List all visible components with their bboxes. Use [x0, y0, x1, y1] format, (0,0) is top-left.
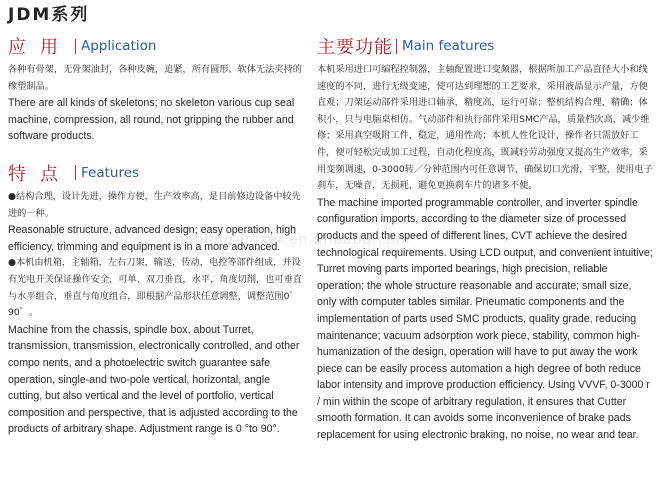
feature-item-2-en: Machine from the chassis, spindle box, about Turret, transmission, transmission, electronically controlled, and other compo nents, and a photoelectric switch guarantee safe operation, single-and two-pole vertical, horizontal, angle cutting, but also vertical and the level of portfolio, vertical composition and perspective, that is adjusted according to the products of arbitrary shape. Adjustment range is 0 °to 90°.: [8, 323, 300, 436]
application-heading: [8, 34, 304, 58]
feature-item-1: [8, 189, 304, 255]
features-heading: [8, 161, 304, 185]
main-features-heading-cn: 主要功能: [317, 37, 393, 58]
main-features-heading: [317, 34, 653, 58]
application-text-en: There are all kinds of skeletons; no skeleton various cup seal machine, compression, all round, not gripping the rubber and software products.: [8, 97, 295, 143]
heading-divider: [396, 39, 397, 54]
main-features-text-en: The machine imported programmable controller, and inverter spindle configuration imports, according to the diameter size of processed products and the speed of different lines, CVT achieve the desired technological requirements. Using LCD output, and convenient intuitive; Turret moving parts imported bearings, high precision, reliable operation; the whole structure reasonable and accurate; small size, only with computer tables similar. Pneumatic components and the implementation of parts used SMC products, quality grade, reducing maintenance; vacuum adsorption work piece, stability, common high-humanization of the design, operation will have to put away the work piece can be easily process automation a high degree of both reduce labor intensity and improve production efficiency. Using VVVF, 0-3000 r / min within the scope of arbitrary regulation, it ensures that Cutter smooth formation. It can avoids some inconvenience of brake pads replacement for using electronic braking, no noise, no wear and tear.: [317, 196, 653, 442]
watermark: nanjing-mixer.en.alibaba.com: [175, 232, 411, 248]
page-title: JDM系列: [8, 5, 90, 25]
main-features-heading-en: Main features: [402, 38, 495, 54]
main-features-text-cn: 本机采用进口可编程控制器，主轴配置进口变频器，根据所加工产品直径大小和线速度的不同，进行无级变速，使可达到理想的工艺要求，采用液晶显示产量，方便直观；刀架运动部件采用进口轴承，精度高，运行可靠；整机结构合理，精确；体积小，只与电脑桌相仿。气动部件和执行部件采用SMC产品，质量档次高，减少维修；采用真空吸附工件，稳定，通用性高；本机人性化设计，操作者只需放好工件，便可轻松完成加工过程，自动化程度高，既减轻劳动强度又提高生产效率，采用变频调速，0-3000转／分钟范围内可任意调节，确保切口光滑，平整，使用电子刹车，无噪音，无损耗，避免更换刹车片的诸多不便。: [317, 64, 653, 192]
application-text-cn: 各种有骨架，无骨架油封，各种皮碗，追紧，所有圆形、软体无法夹持的橡塑制品。: [8, 64, 302, 92]
feature-item-2-cn: ●本机由机箱，主轴箱，左右刀架，输送，传动，电控等部件组成，并设有光电开关保证操作安全，可单、双刀垂直，水平，角度切削，也可垂直与水平组合，垂直与角度组合，即根据产品形状任意调整，调整范围0゜90゜。: [8, 257, 302, 319]
application-heading-cn: 应用: [8, 37, 72, 58]
feature-item-1-en: Reasonable structure, advanced design; easy operation, high efficiency, trimming and equipment is in a more advanced.: [8, 224, 296, 253]
features-heading-cn: 特点: [8, 163, 72, 185]
feature-item-1-cn: ●结构合理，设计先进，操作方便，生产效率高，是目前修边设备中较先进的一种。: [8, 190, 301, 219]
features-heading-en: Features: [81, 164, 140, 181]
bullet-icon: ●: [8, 257, 17, 269]
heading-divider: [75, 165, 76, 180]
feature-item-2: [8, 255, 304, 438]
application-heading-en: Application: [81, 38, 157, 54]
right-column: [317, 34, 653, 444]
bullet-icon: ●: [8, 190, 17, 202]
left-column: [8, 34, 304, 438]
heading-divider: [75, 39, 76, 54]
